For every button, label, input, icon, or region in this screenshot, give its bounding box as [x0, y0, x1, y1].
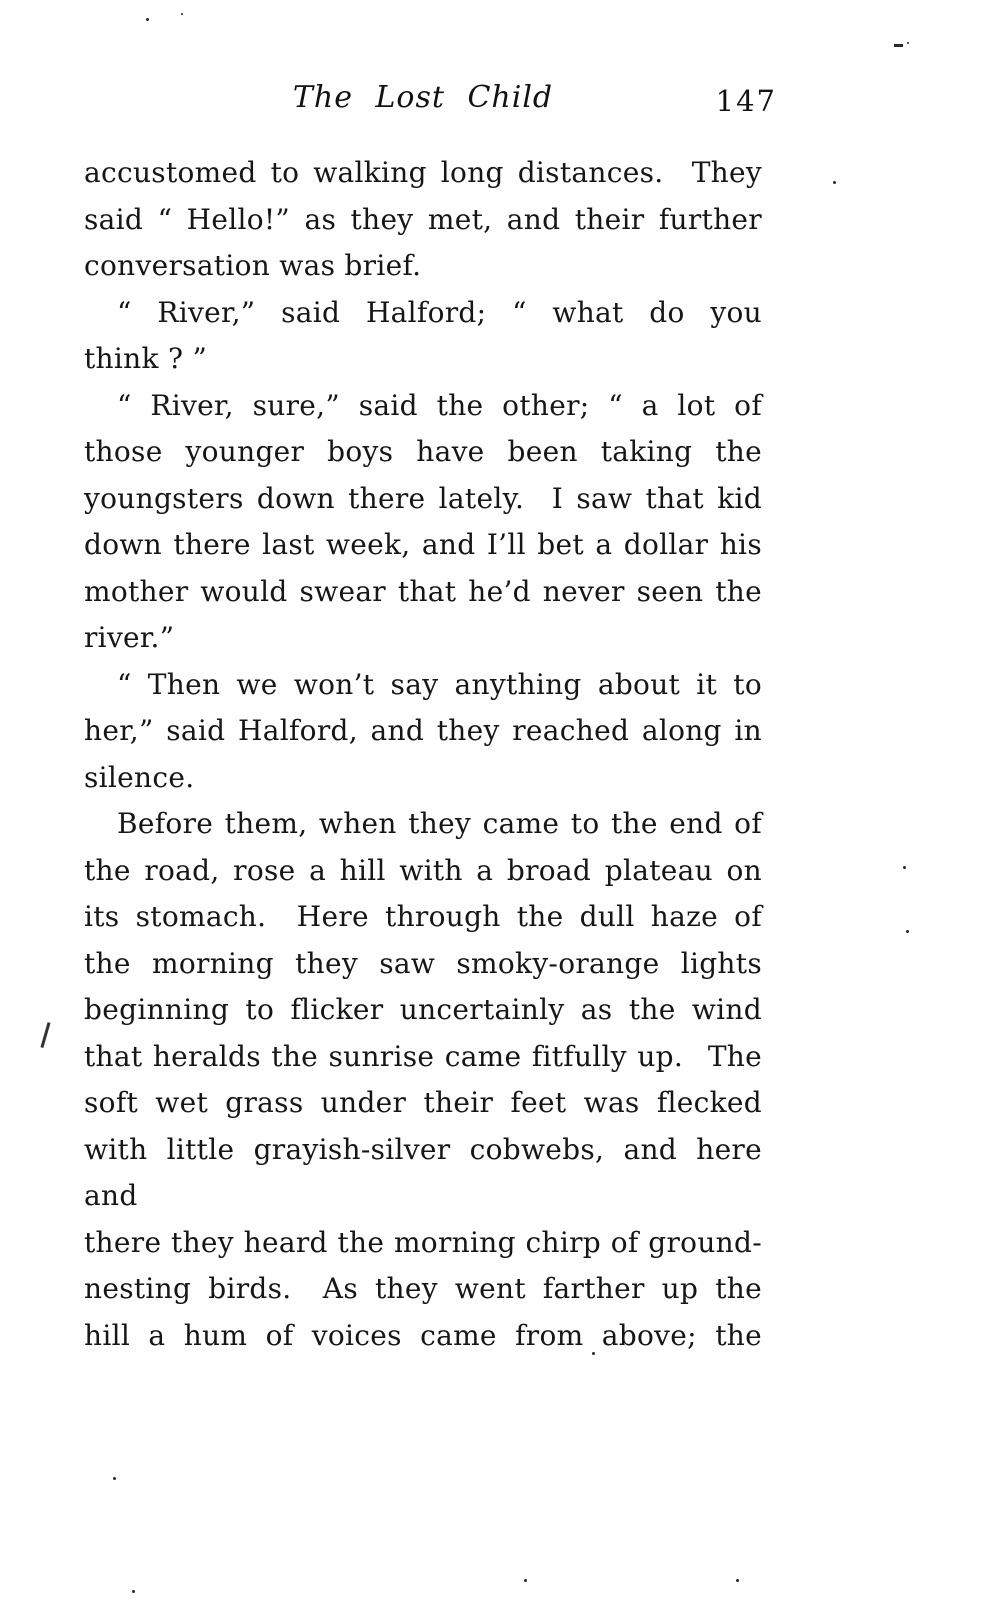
text-line: beginning to flicker uncertainly as the wind [84, 993, 762, 1026]
text-line: said “ Hello!” as they met, and their further [84, 202, 762, 236]
page-title: The Lost Child [292, 80, 554, 115]
ink-speck [907, 42, 909, 44]
text-line: her,” said Halford, and they reached along in [84, 714, 762, 747]
text-line: nesting birds. As they went farther up the [84, 1272, 762, 1305]
text-line: river.” [84, 621, 175, 654]
text-line: the road, rose a hill with a broad plateau on [84, 853, 762, 887]
body-text [84, 150, 762, 1359]
text-line: with little grayish-silver cobwebs, and here and [84, 1132, 762, 1212]
text-line: accustomed to walking long distances. They [84, 156, 762, 189]
text-line: “ Then we won’t say anything about it to [117, 667, 762, 701]
running-header [84, 80, 762, 124]
ink-speck [113, 1477, 116, 1480]
ink-speck [181, 13, 183, 15]
text-line: “ River, sure,” said the other; “ a lot of [117, 388, 762, 422]
ink-speck [592, 1352, 595, 1355]
ink-speck [833, 181, 836, 184]
text-line: Before them, when they came to the end of [117, 807, 762, 840]
text-line: silence. [84, 760, 195, 794]
page-number: 147 [715, 84, 777, 118]
ink-speck [146, 18, 149, 21]
text-line: down there last week, and I’ll bet a dollar his [84, 528, 762, 561]
text-line: conversation was brief. [84, 249, 422, 282]
text-line: “ River,” said Halford; “ what do you [117, 295, 762, 329]
text-line: hill a hum of voices came from above; the [84, 1318, 762, 1352]
text-line: those younger boys have been taking the [84, 435, 762, 468]
ink-speck [132, 1590, 135, 1593]
ink-speck [736, 1579, 739, 1582]
ink-speck [906, 930, 909, 933]
ink-speck [903, 866, 906, 869]
ink-speck [524, 1579, 527, 1582]
text-line: its stomach. Here through the dull haze of [84, 900, 762, 933]
text-line: there they heard the morning chirp of ground- [84, 1225, 762, 1259]
slash-ink-mark [40, 1022, 50, 1048]
text-line: soft wet grass under their feet was flecked [84, 1086, 762, 1119]
text-line: that heralds the sunrise came fitfully up. The [84, 1039, 762, 1073]
text-line: think ? ” [84, 342, 208, 375]
text-line: mother would swear that he’d never seen the [84, 574, 762, 608]
text-line: the morning they saw smoky-orange lights [84, 946, 762, 980]
ink-speck [894, 44, 903, 47]
text-line: youngsters down there lately. I saw that kid [84, 481, 762, 515]
